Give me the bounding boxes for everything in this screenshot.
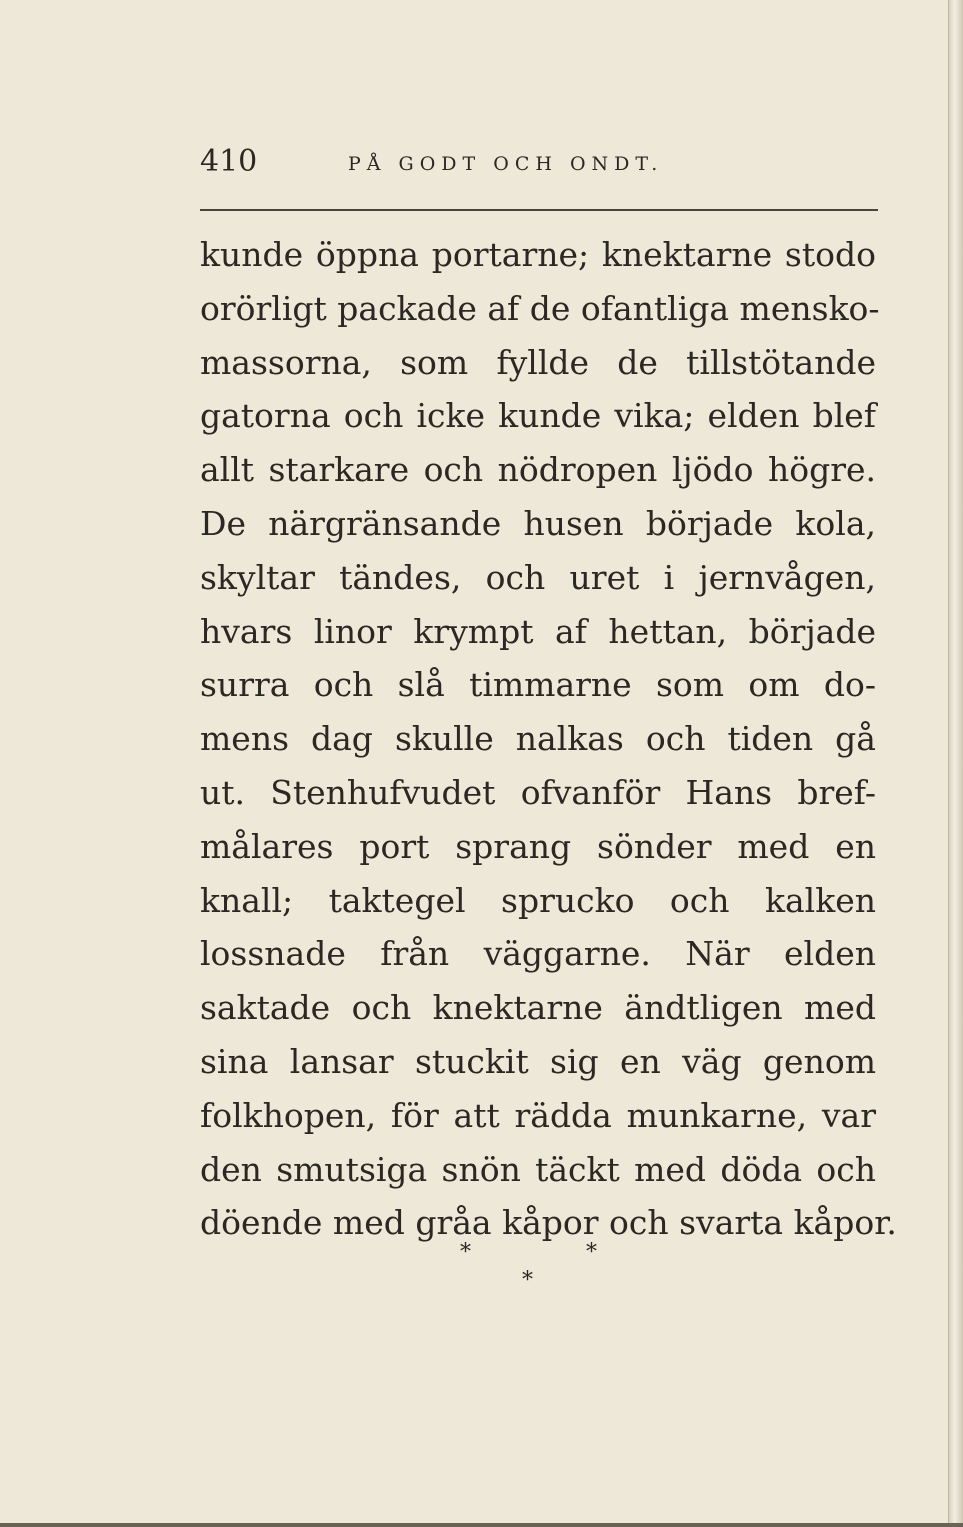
page-bottom-edge: [0, 1523, 963, 1527]
text-line: lossnade från väggarne. När elden: [200, 934, 876, 974]
asterisk-mark: *: [522, 1268, 533, 1293]
text-line: kunde öppna portarne; knektarne stodo: [200, 235, 876, 274]
text-line: allt starkare och nödropen ljödo högre.: [200, 450, 876, 490]
text-line: sina lansar stuckit sig en väg genom: [200, 1041, 876, 1081]
text-line: ut. Stenhufvudet ofvanför Hans bref-: [200, 772, 876, 812]
asterism: [450, 1238, 620, 1298]
text-line: knall; taktegel sprucko och kalken: [200, 880, 876, 920]
text-line: folkhopen, för att rädda munkarne, var: [200, 1095, 876, 1135]
header-rule: [200, 209, 878, 211]
text-line: surra och slå timmarne som om do-: [200, 665, 876, 705]
text-line: gatorna och icke kunde vika; elden blef: [200, 396, 876, 436]
text-line: den smutsiga snön täckt med döda och: [200, 1149, 876, 1189]
page-header: [200, 144, 880, 184]
text-line: målares port sprang sönder med en: [200, 826, 876, 866]
page-edge: [948, 0, 963, 1527]
text-line: orörligt packade af de ofantliga mensko-: [200, 288, 880, 328]
body-text: [200, 228, 897, 1250]
page-number: 410: [200, 144, 258, 179]
running-head: PÅ GODT OCH ONDT.: [348, 153, 664, 175]
asterisk-mark: *: [460, 1240, 471, 1265]
text-line: De närgränsande husen började kola,: [200, 503, 876, 543]
text-line: skyltar tändes, och uret i jernvågen,: [200, 557, 876, 597]
text-line: hvars linor krympt af hettan, började: [200, 611, 876, 651]
text-line: mens dag skulle nalkas och tiden gå: [200, 719, 876, 759]
asterisk-mark: *: [586, 1240, 597, 1265]
text-line: massorna, som fyllde de tillstötande: [200, 342, 876, 382]
text-line: saktade och knektarne ändtligen med: [200, 988, 876, 1028]
text-line: döende med gråa kåpor och svarta kåpor.: [200, 1203, 897, 1243]
